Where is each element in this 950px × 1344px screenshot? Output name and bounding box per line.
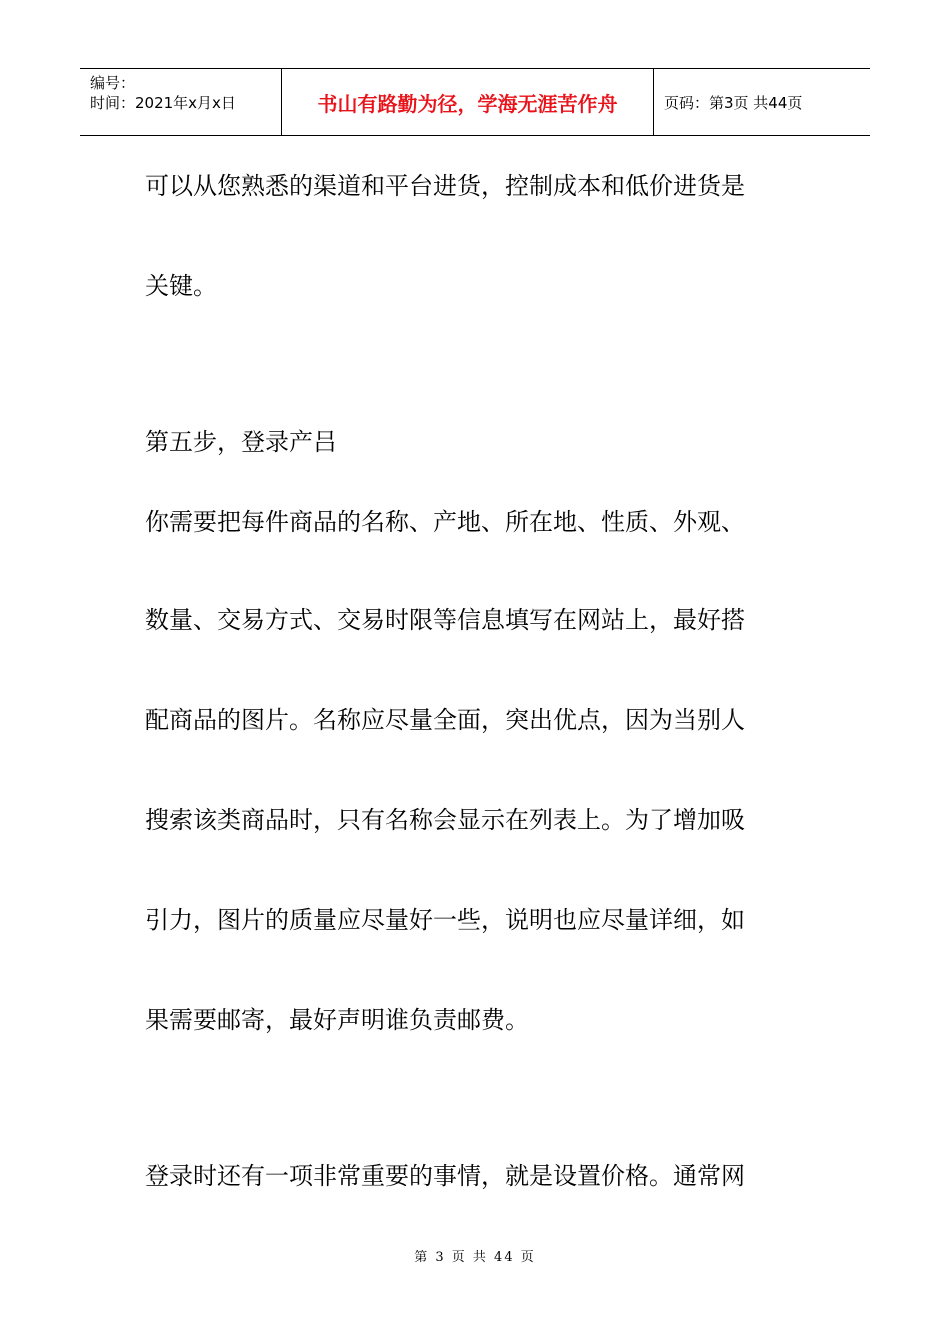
body-line: 登录时还有一项非常重要的事情，就是设置价格。通常网 [145, 1162, 745, 1190]
section-heading: 第五步，登录产吕 [145, 428, 337, 456]
header-meta-cell [80, 69, 282, 135]
header-motto-cell [282, 69, 654, 135]
header-motto: 书山有路勤为径，学海无涯苦作舟 [317, 91, 618, 116]
page-header [80, 68, 870, 136]
body-line: 搜索该类商品时，只有名称会显示在列表上。为了增加吸 [145, 806, 745, 834]
body-line: 你需要把每件商品的名称、产地、所在地、性质、外观、 [145, 508, 745, 536]
body-line: 配商品的图片。名称应尽量全面，突出优点，因为当别人 [145, 706, 745, 734]
body-line: 关键。 [145, 272, 217, 300]
header-number-label: 编号： [90, 74, 136, 92]
body-line: 引力，图片的质量应尽量好一些，说明也应尽量详细，如 [145, 906, 745, 934]
header-page-cell [654, 69, 870, 135]
body-line: 果需要邮寄，最好声明谁负责邮费。 [145, 1006, 529, 1034]
header-page-info: 页码：第3页 共44页 [664, 93, 803, 112]
body-line: 数量、交易方式、交易时限等信息填写在网站上，最好搭 [145, 606, 745, 634]
body-line: 可以从您熟悉的渠道和平台进货，控制成本和低价进货是 [145, 172, 745, 200]
page-footer: 第 3 页 共 44 页 [414, 1250, 536, 1265]
header-date-line: 时间：2021年x月x日 [90, 94, 236, 112]
